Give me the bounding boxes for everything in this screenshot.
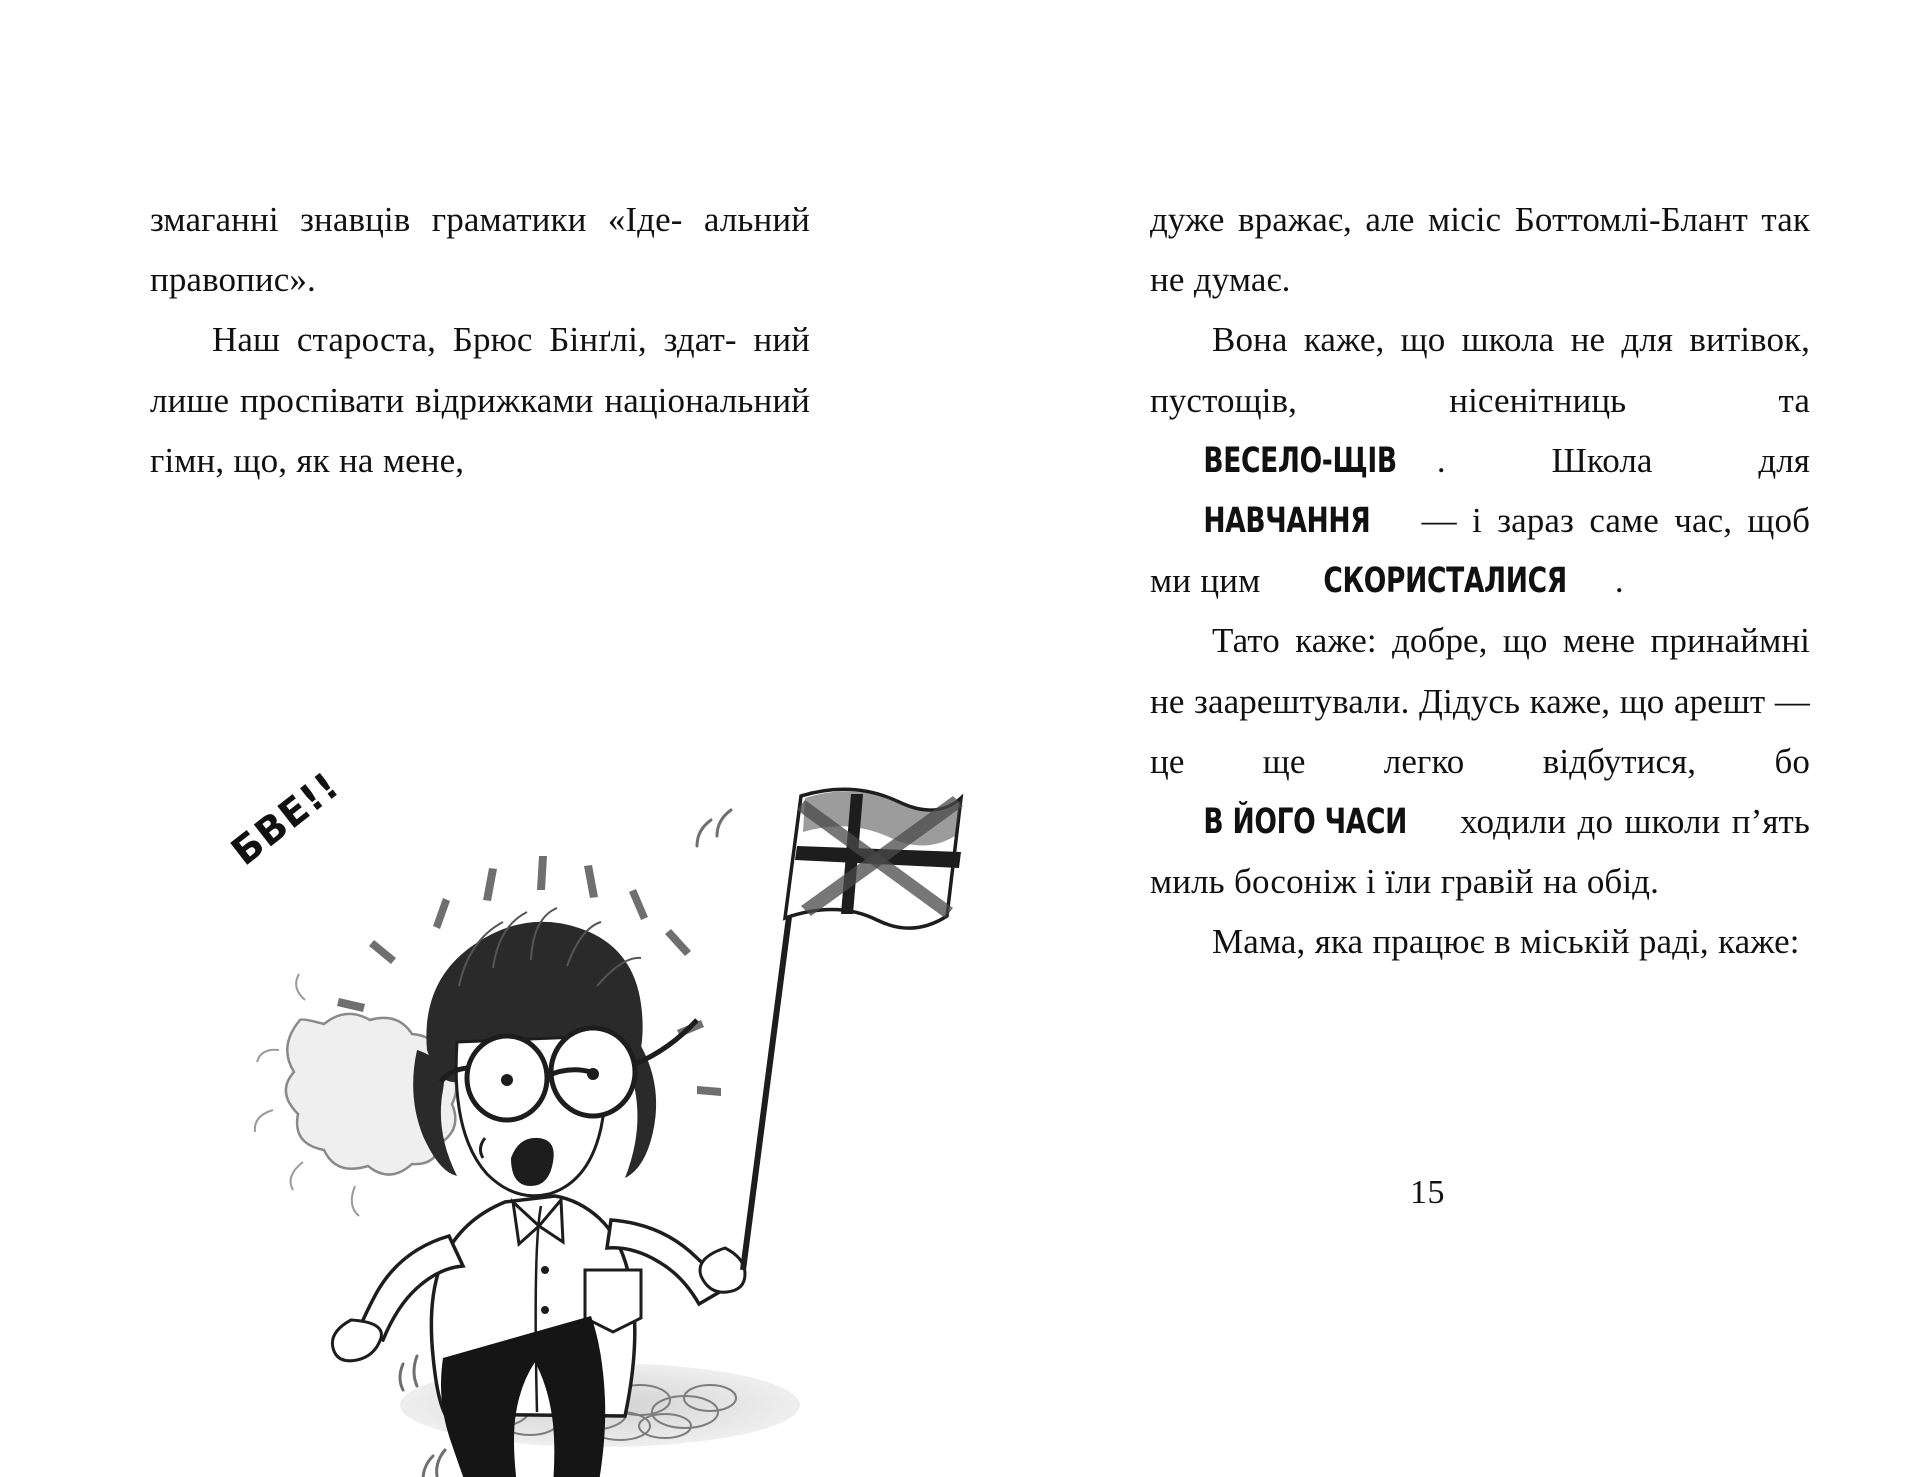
paragraph-bottomley-blunt (1150, 190, 1810, 310)
paragraph-text: Вона каже, що школа не для витівок, пустощів, нісенітниць та (1150, 320, 1810, 420)
right-text-column (1150, 190, 1810, 972)
shirt-pocket (585, 1270, 641, 1332)
left-text-column (150, 190, 810, 874)
illustration (245, 750, 965, 1477)
page-number: 15 (1410, 1174, 1445, 1211)
paragraph-text: Тато каже: добре, що мене принаймні не заарештували. Дідусь каже, що арешт — це ще легко відбутися, бо (1150, 621, 1810, 781)
paragraph-text: Мама, яка працює в міській раді, каже: (1212, 922, 1800, 962)
shout-word-navchannya: НАВЧАННЯ (1203, 500, 1371, 541)
paragraph-text: ходили до школи п’ять миль босоніж і їли гравій на обід. (1150, 801, 1810, 902)
paragraph-line: Наш староста, Брюс Бінґлі, здат- (212, 320, 737, 360)
shout-word-veseloshchiv: ВЕСЕЛО-ЩІВ (1203, 440, 1397, 481)
union-jack-flag (743, 789, 963, 1270)
pupil-right (587, 1068, 599, 1080)
shout-word-skorystalysya: СКОРИСТАЛИСЯ (1323, 561, 1567, 602)
paragraph-line: альний правопис». (150, 200, 810, 300)
pupil-left (501, 1074, 513, 1086)
paragraph-line: ний лише проспівати відрижками (150, 320, 810, 420)
paragraph-school-rules (1150, 310, 1810, 611)
burp-sound-label: БВЕ!! (222, 763, 348, 874)
paragraph-line: національний гімн, що, як на мене, (150, 380, 810, 480)
paragraph-bruce-bingley (150, 310, 810, 491)
paragraph-dad-and-grandpa (1150, 611, 1810, 912)
face (441, 1020, 697, 1196)
paragraph-text: — і зараз саме час, щоб ми цим (1150, 500, 1810, 601)
paragraph-text: . Школа для (1436, 440, 1810, 480)
paragraph-continuation (150, 190, 810, 310)
paragraph-line: змаганні знавців граматики «Іде- (150, 200, 683, 239)
paragraph-text: . (1614, 561, 1624, 601)
shout-word-v-yoho-chasy: В ЙОГО ЧАСИ (1203, 801, 1407, 842)
illustration-drawing (245, 750, 965, 1477)
paragraph-mum (1150, 912, 1810, 972)
paragraph-text: дуже вражає, але місіс Боттомлі-Блант так не думає. (1150, 200, 1810, 300)
